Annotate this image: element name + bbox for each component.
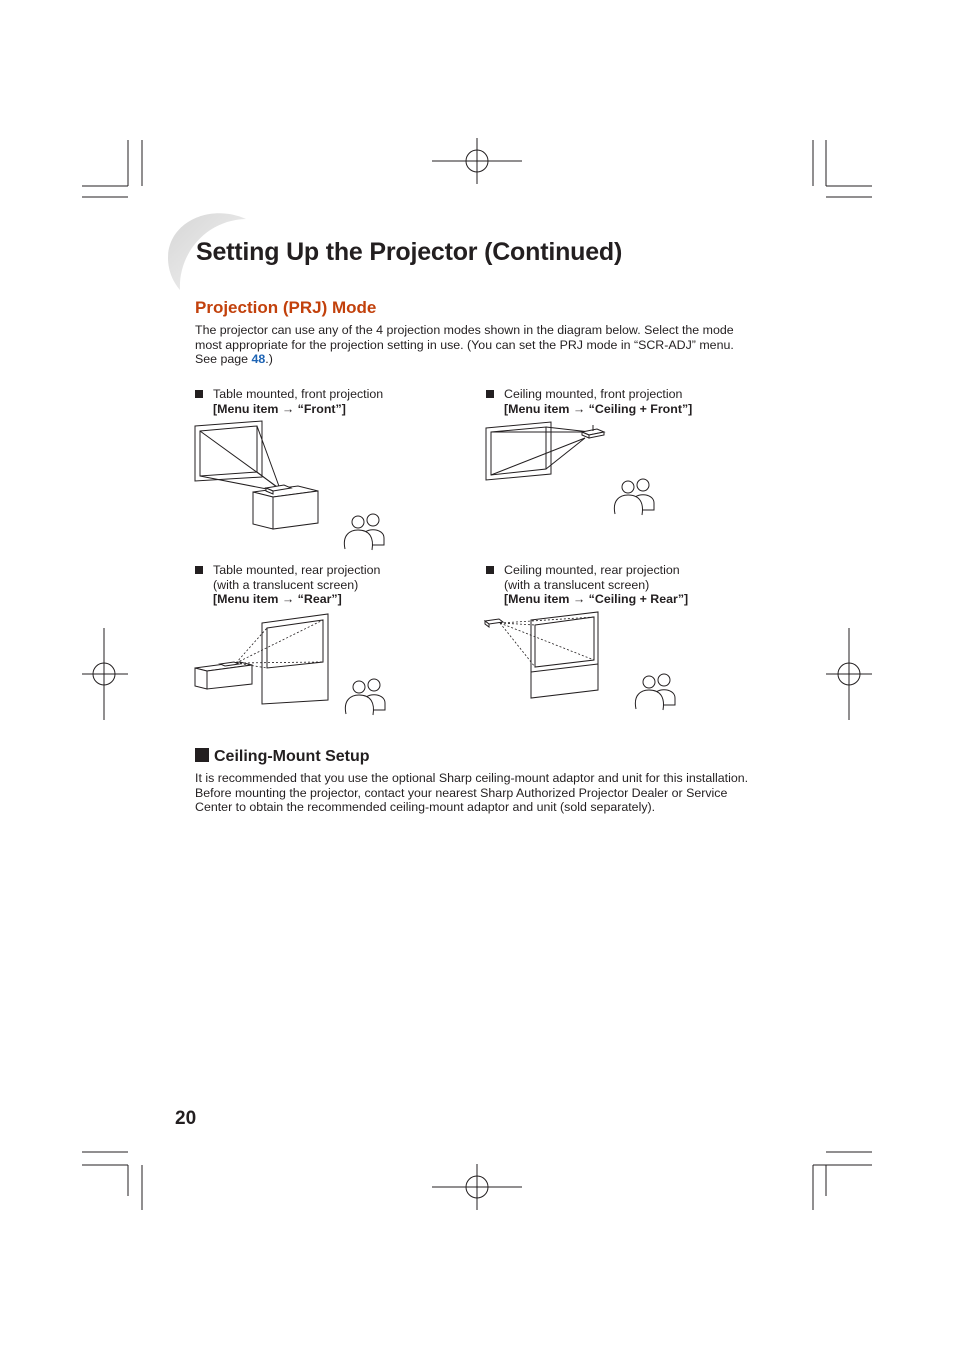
mode-description: Table mounted, rear projection bbox=[213, 563, 381, 577]
ceiling-mount-heading bbox=[195, 748, 370, 766]
mode-description: Ceiling mounted, rear projection bbox=[504, 563, 680, 577]
mode-menu-item: [Menu item → “Front”] bbox=[213, 401, 346, 416]
intro-text: The projector can use any of the 4 projection modes shown in the diagram below. Select the mode most appropriate for the projection setting in use. (You can set the PRJ mode in “SCR-ADJ” menu. See page bbox=[195, 323, 734, 367]
section-square-icon bbox=[195, 748, 209, 762]
page-reference-link[interactable]: 48 bbox=[251, 352, 266, 367]
mode-menu-item: [Menu item → “Ceiling + Rear”] bbox=[504, 592, 689, 607]
audience-icon bbox=[635, 674, 675, 710]
mode-menu-item: [Menu item → “Ceiling + Front”] bbox=[504, 401, 693, 416]
mode-description: Ceiling mounted, front projection bbox=[504, 387, 683, 401]
intro-end: .) bbox=[265, 352, 273, 367]
mode-note: (with a translucent screen) bbox=[213, 577, 359, 592]
ceiling-mount-heading-text: Ceiling-Mount Setup bbox=[214, 748, 370, 765]
page-title: Setting Up the Projector (Continued) bbox=[196, 238, 623, 266]
mode-description: Table mounted, front projection bbox=[213, 387, 384, 401]
page-number: 20 bbox=[175, 1108, 197, 1129]
mode-menu-item: [Menu item → “Rear”] bbox=[213, 592, 342, 607]
projection-mode-heading: Projection (PRJ) Mode bbox=[195, 298, 377, 317]
mode-note: (with a translucent screen) bbox=[504, 577, 650, 592]
ceiling-mount-text: It is recommended that you use the optional Sharp ceiling-mount adaptor and unit for this installation. Before mounting the projector, contact your nearest Sharp Authorized Projector Dealer or Service Center to obtain the recommended ceiling-mount adaptor and unit (sold separately). bbox=[195, 771, 749, 815]
